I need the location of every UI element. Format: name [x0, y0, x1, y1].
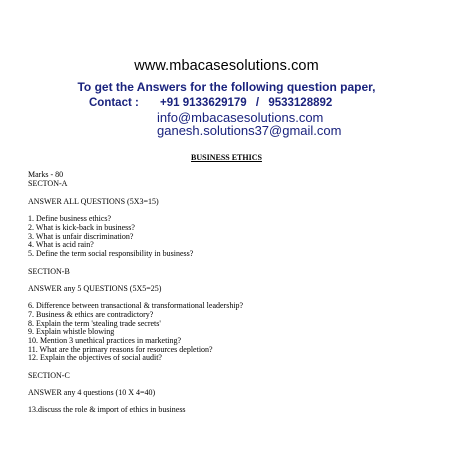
- website-url: www.mbacasesolutions.com: [134, 58, 319, 74]
- email-1: info@mbacasesolutions.com: [157, 110, 324, 125]
- phone-number-1: +91 9133629179: [160, 97, 247, 109]
- question-4: 4. What is acid rain?: [28, 240, 94, 249]
- question-13: 13.discuss the role & import of ethics in business: [28, 405, 186, 414]
- question-3: 3. What is unfair discrimination?: [28, 232, 134, 241]
- phone-number-2: 9533128892: [268, 97, 333, 109]
- question-5: 5. Define the term social responsibility in business?: [28, 249, 194, 258]
- question-12: 12. Explain the objectives of social audit?: [28, 353, 162, 362]
- question-8: 8. Explain the term 'stealing trade secrets': [28, 319, 161, 328]
- question-9: 9. Explain whistle blowing: [28, 327, 115, 336]
- section-b-instruction: ANSWER any 5 QUESTIONS (5X5=25): [28, 284, 162, 293]
- question-2: 2. What is kick-back in business?: [28, 223, 135, 232]
- phone-separator: /: [255, 97, 260, 109]
- section-b-heading: SECTION-B: [28, 267, 70, 276]
- paper-title: BUSINESS ETHICS: [191, 153, 262, 162]
- contact-row: [89, 97, 332, 109]
- section-c-instruction: ANSWER any 4 questions (10 X 4=40): [28, 388, 156, 397]
- question-1: 1. Define business ethics?: [28, 214, 112, 223]
- contact-label: Contact :: [89, 97, 139, 109]
- question-6: 6. Difference between transactional & transformational leadership?: [28, 301, 244, 310]
- tagline: To get the Answers for the following question paper,: [77, 80, 376, 94]
- marks-line: Marks - 80: [28, 170, 64, 179]
- section-a-heading: SECTON-A: [28, 179, 68, 188]
- section-c-heading: SECTION-C: [28, 371, 70, 380]
- question-7: 7. Business & ethics are contradictory?: [28, 310, 154, 319]
- question-11: 11. What are the primary reasons for resources depletion?: [28, 345, 213, 354]
- question-10: 10. Mention 3 unethical practices in marketing?: [28, 336, 182, 345]
- section-a-instruction: ANSWER ALL QUESTIONS (5X3=15): [28, 197, 159, 206]
- email-2: ganesh.solutions37@gmail.com: [157, 123, 342, 138]
